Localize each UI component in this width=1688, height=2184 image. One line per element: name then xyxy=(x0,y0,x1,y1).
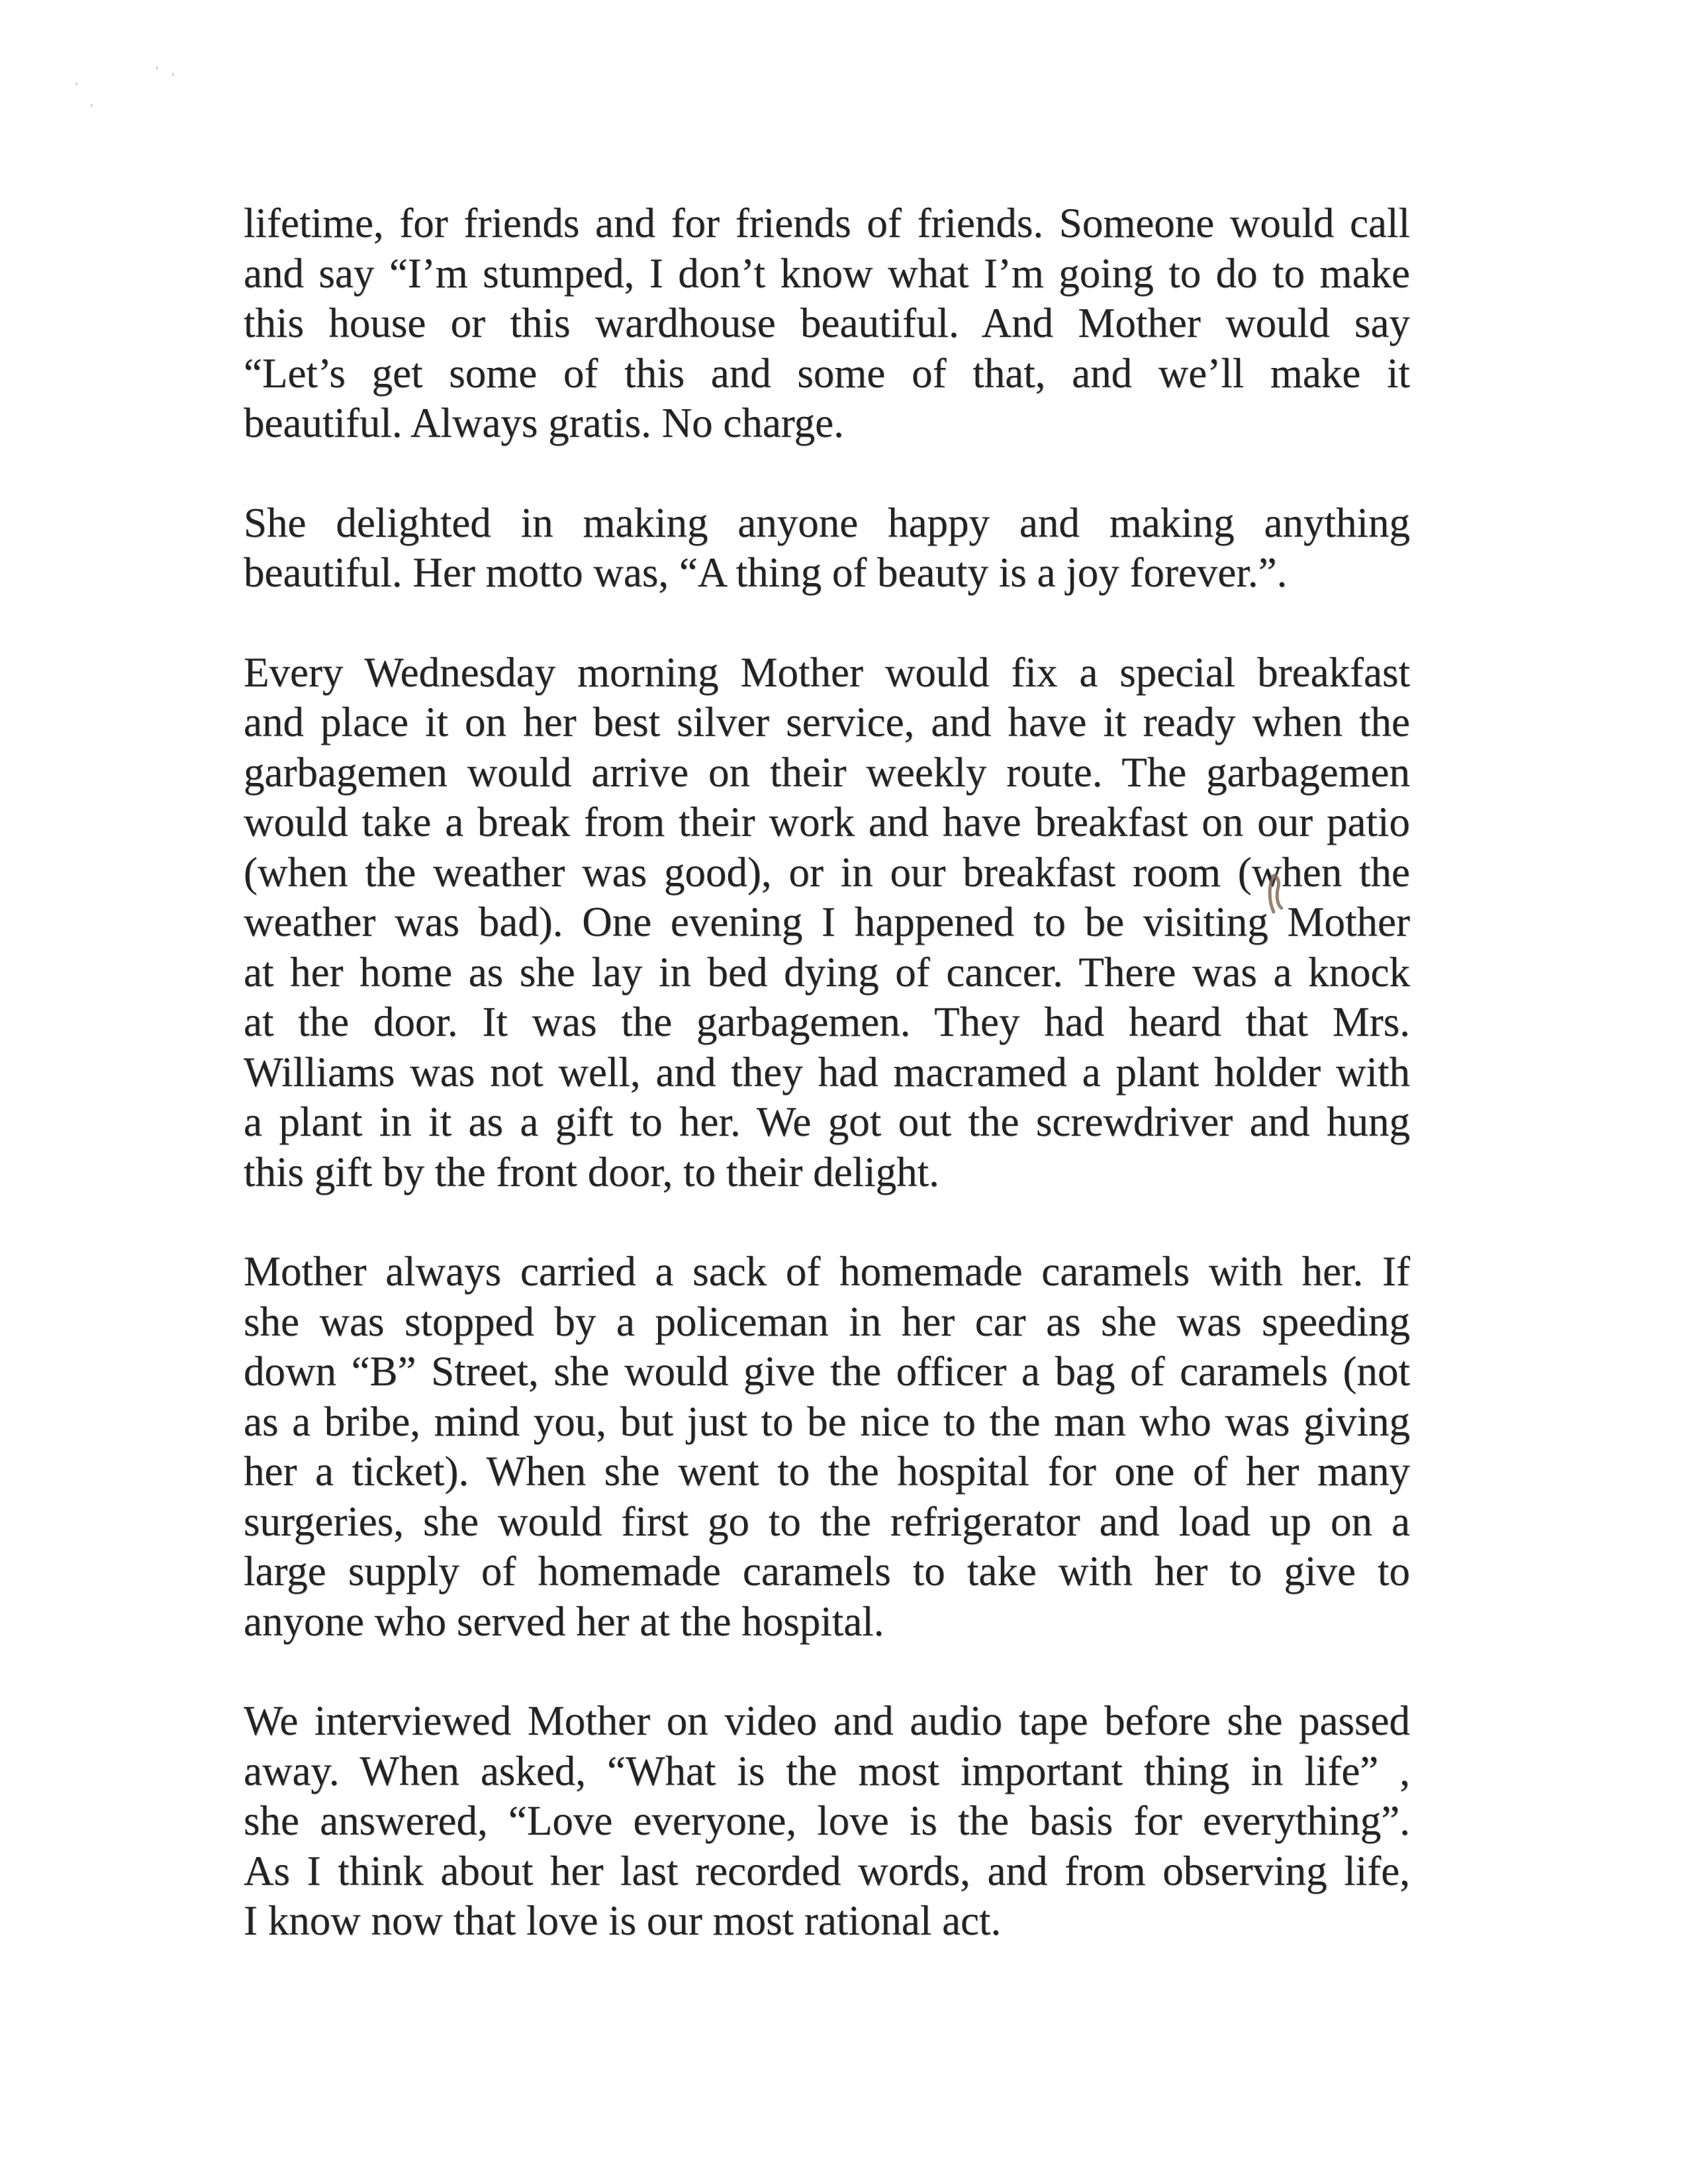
scan-speck xyxy=(172,73,174,76)
scan-speck xyxy=(156,66,158,69)
text-line: at the door. It was the garbagemen. They had heard that Mrs. xyxy=(244,999,1410,1045)
text-line: We interviewed Mother on video and audio tape before she passed xyxy=(244,1698,1410,1744)
paragraph-3 xyxy=(244,648,1410,1198)
scan-speck xyxy=(91,104,93,107)
text-line: and say “I’m stumped, I don’t know what I’m going to do to make xyxy=(244,250,1410,296)
text-line: garbagemen would arrive on their weekly route. The garbagemen xyxy=(244,749,1410,796)
text-line: her a ticket). When she went to the hospital for one of her many xyxy=(244,1448,1410,1494)
text-line: and place it on her best silver service, and have it ready when the xyxy=(244,699,1410,745)
document-body xyxy=(244,199,1410,1996)
text-line: Mother always carried a sack of homemade caramels with her. If xyxy=(244,1248,1410,1295)
text-line: lifetime, for friends and for friends of friends. Someone would call xyxy=(244,200,1410,246)
paragraph-5 xyxy=(244,1696,1410,1946)
text-line: As I think about her last recorded words, and from observing life, xyxy=(244,1847,1410,1894)
text-line: away. When asked, “What is the most important thing in life” , xyxy=(244,1747,1410,1794)
text-line: this house or this wardhouse beautiful. And Mother would say xyxy=(244,300,1410,346)
text-line: at her home as she lay in bed dying of cancer. There was a knock xyxy=(244,948,1410,995)
scan-speck xyxy=(75,82,77,85)
paragraph-4 xyxy=(244,1247,1410,1647)
text-line: beautiful. Always gratis. No charge. xyxy=(244,400,844,446)
text-line: down “B” Street, she would give the officer a bag of caramels (not xyxy=(244,1348,1410,1394)
paragraph-2 xyxy=(244,498,1410,598)
pen-correction-mark xyxy=(1266,874,1283,916)
text-line: I know now that love is our most rational act. xyxy=(244,1897,1002,1944)
text-line: as a bribe, mind you, but just to be nice to the man who was giving xyxy=(244,1398,1410,1445)
text-line: Every Wednesday morning Mother would fix a special breakfast xyxy=(244,649,1410,696)
text-line: large supply of homemade caramels to take with her to give to xyxy=(244,1548,1410,1594)
text-line: (when the weather was good), or in our breakfast room (when the xyxy=(244,848,1410,895)
text-line: she answered, “Love everyone, love is the basis for everything”. xyxy=(244,1797,1410,1844)
text-line: She delighted in making anyone happy and making anything xyxy=(244,499,1410,546)
text-line: Williams was not well, and they had macramed a plant holder with xyxy=(244,1048,1410,1095)
text-line: weather was bad). One evening I happened to be visiting Mother xyxy=(244,899,1410,945)
text-line: anyone who served her at the hospital. xyxy=(244,1598,884,1645)
text-line: surgeries, she would first go to the refrigerator and load up on a xyxy=(244,1498,1410,1545)
text-line: “Let’s get some of this and some of that, and we’ll make it xyxy=(244,349,1410,396)
text-line: a plant in it as a gift to her. We got out the screwdriver and hung xyxy=(244,1099,1410,1145)
text-line: would take a break from their work and have breakfast on our patio xyxy=(244,799,1410,845)
text-line: she was stopped by a policeman in her car as she was speeding xyxy=(244,1298,1410,1345)
text-line: this gift by the front door, to their delight. xyxy=(244,1148,939,1195)
paragraph-1 xyxy=(244,199,1410,449)
text-line: beautiful. Her motto was, “A thing of beauty is a joy forever.”. xyxy=(244,549,1288,596)
